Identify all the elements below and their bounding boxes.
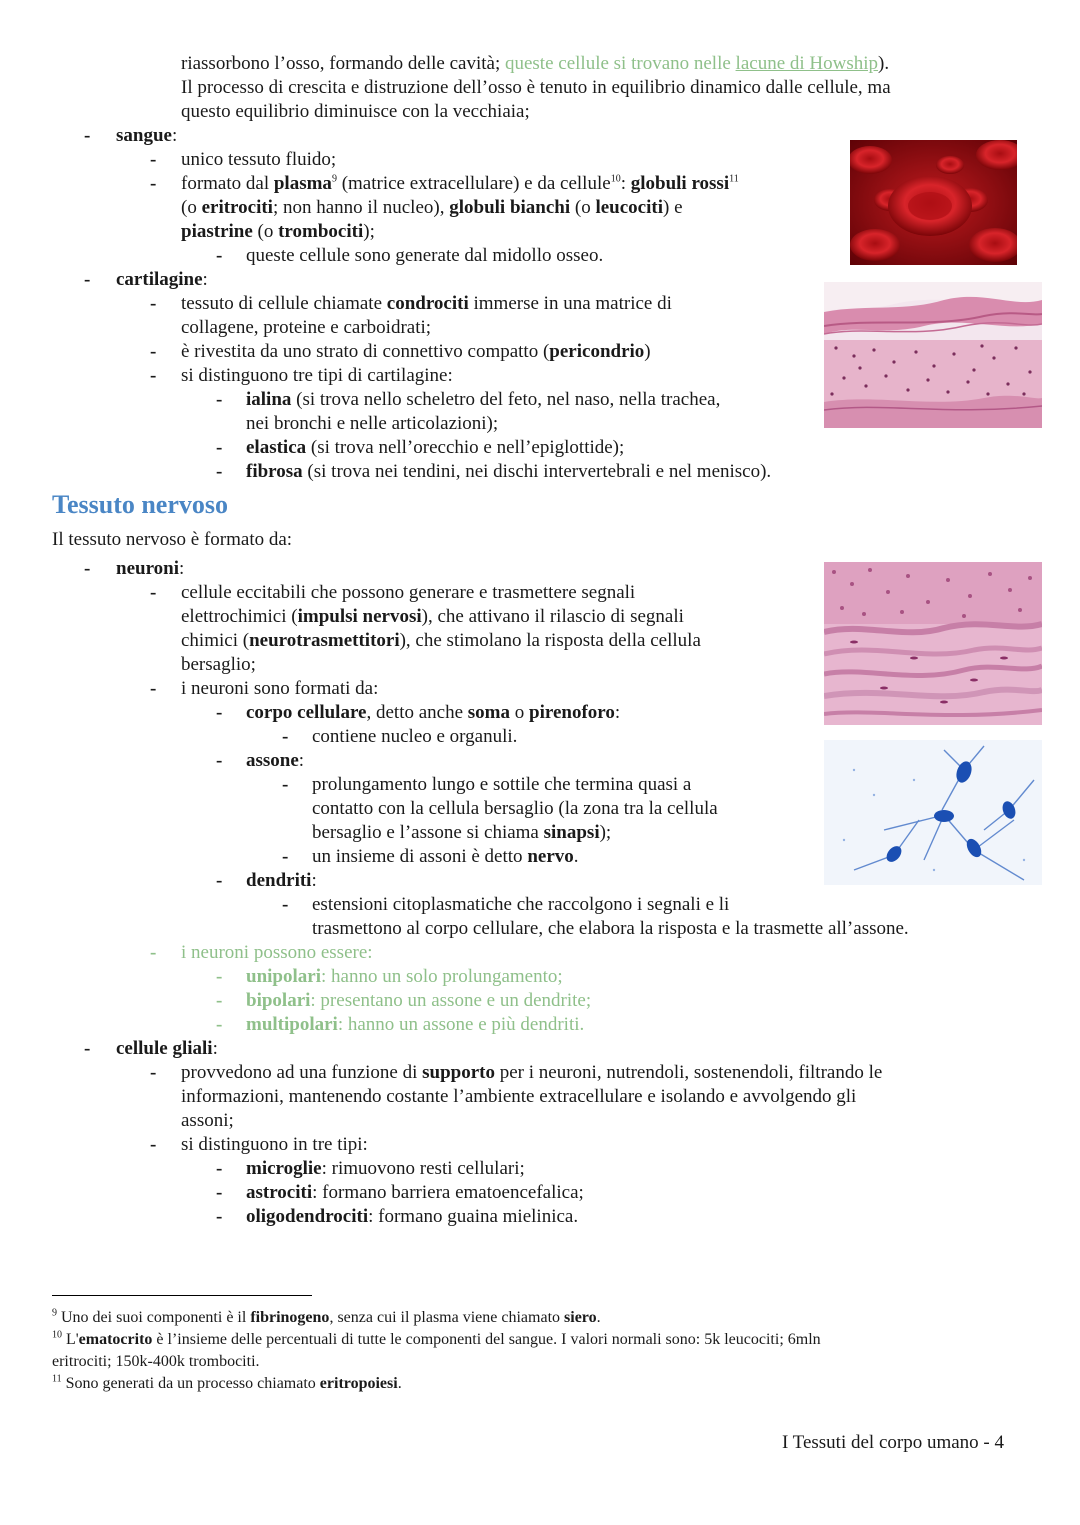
page-footer: I Tessuti del corpo umano - 4 — [781, 1432, 1004, 1453]
corpo-cellulare-item: corpo cellulare, detto anche soma o pirenoforo: — [246, 702, 621, 723]
bone-paragraph-line3: questo equilibrio diminuisce con la vecchiaia; — [181, 101, 530, 122]
bone-paragraph-line1: riassorbono l’osso, formando delle cavità; queste cellule si trovano nelle lacune di Howship). — [181, 53, 890, 74]
cartilagine-item1-line2: collagene, proteine e carboidrati; — [181, 317, 432, 338]
sangue-item2-line2: (o eritrociti; non hanno il nucleo), globuli bianchi (o leucociti) e — [181, 197, 683, 218]
bullet-dash: - — [150, 293, 157, 314]
neuroni-title: neuroni: — [116, 558, 185, 579]
oligodendrociti-item: oligodendrociti: formano guaina mielinica. — [246, 1206, 579, 1227]
red-blood-cells-photo — [850, 140, 1017, 265]
elastica-item: elastica (si trova nell’orecchio e nell’epiglottide); — [246, 437, 625, 458]
nerve-tissue-histology-photo — [824, 562, 1042, 725]
cartilagine-item3: si distinguono tre tipi di cartilagine: — [181, 365, 453, 386]
sangue-item2-line1: formato dal plasma$^9$ (matrice extracellulare) e da cellule$^{10}$: globuli rossi$^{11}$ — [181, 173, 739, 194]
cartilage-histology-photo — [824, 282, 1042, 428]
astrociti-item: astrociti: formano barriera ematoencefalica; — [246, 1182, 584, 1203]
bullet-dash: - — [84, 558, 91, 579]
sangue-item2-line3: piastrine (o trombociti); — [181, 221, 375, 242]
bullet-dash: - — [216, 1158, 223, 1179]
microglie-item: microglie: rimuovono resti cellulari; — [246, 1158, 525, 1179]
bullet-dash: - — [216, 437, 223, 458]
gliali-item1-line2: informazioni, mantenendo costante l’ambiente extracellulare e isolando e avvolgendo gli — [181, 1086, 857, 1107]
multipolari-item: multipolari: hanno un assone e più dendriti. — [246, 1014, 585, 1035]
footnote-10-line2: eritrociti; 150k-400k trombociti. — [52, 1353, 260, 1370]
bullet-dash: - — [84, 1038, 91, 1059]
section-heading-tessuto-nervoso: Tessuto nervoso — [52, 490, 229, 519]
sangue-sub1: queste cellule sono generate dal midollo osseo. — [246, 245, 604, 266]
assone-title: assone: — [246, 750, 305, 771]
dendriti-title: dendriti: — [246, 870, 317, 891]
assone-sub1-line3: bersaglio e l’assone si chiama sinapsi); — [312, 822, 612, 843]
bullet-dash: - — [150, 173, 157, 194]
bullet-dash: - — [216, 389, 223, 410]
footnote-11: $^{11}$ Sono generati da un processo chiamato eritropoiesi. — [52, 1373, 402, 1392]
neuroni-item2: i neuroni sono formati da: — [181, 678, 379, 699]
cellule-gliali-title: cellule gliali: — [116, 1038, 218, 1059]
bullet-dash: - — [84, 269, 91, 290]
bullet-dash: - — [150, 678, 157, 699]
footnote-10-line1: $^{10}$ L'ematocrito è l’insieme delle percentuali di tutte le componenti del sangue. I valori normali sono: 5k leucociti; 6mln — [52, 1329, 821, 1348]
nervoso-intro: Il tessuto nervoso è formato da: — [52, 529, 293, 550]
bullet-dash: - — [282, 774, 289, 795]
bullet-dash: - — [216, 245, 223, 266]
dendriti-sub1-line2: trasmettono al corpo cellulare, che elabora la risposta e la trasmette all’assone. — [312, 918, 909, 939]
assone-sub2: un insieme di assoni è detto nervo. — [312, 846, 579, 867]
bullet-dash: - — [216, 461, 223, 482]
bone-paragraph-line2: Il processo di crescita e distruzione dell’osso è tenuto in equilibrio dinamico dalle cellule, ma — [181, 77, 891, 98]
bullet-dash: - — [282, 726, 289, 747]
neuroni-item1-line2: elettrochimici (impulsi nervosi), che attivano il rilascio di segnali — [181, 606, 684, 627]
assone-sub1-line1: prolungamento lungo e sottile che termina quasi a — [312, 774, 692, 795]
howship-link[interactable]: lacune di Howship — [735, 53, 879, 74]
bullet-dash: - — [150, 149, 157, 170]
bullet-dash: - — [216, 1182, 223, 1203]
sangue-title: sangue: — [116, 125, 178, 146]
bullet-dash: - — [150, 1062, 157, 1083]
gliali-item1-line1: provvedono ad una funzione di supporto per i neuroni, nutrendoli, sostenendoli, filtrando le — [181, 1062, 883, 1083]
bullet-dash: - — [216, 870, 223, 891]
bullet-dash: - — [150, 365, 157, 386]
cartilagine-item1-line1: tessuto di cellule chiamate condrociti immerse in una matrice di — [181, 293, 672, 314]
gliali-item1-line3: assoni; — [181, 1110, 234, 1131]
neuroni-item1-line4: bersaglio; — [181, 654, 256, 675]
bipolari-item: bipolari: presentano un assone e un dendrite; — [246, 990, 592, 1011]
bullet-dash: - — [84, 125, 91, 146]
ialina-line2: nei bronchi e nelle articolazioni); — [246, 413, 499, 434]
bullet-dash: - — [216, 1014, 223, 1035]
bullet-dash: - — [216, 750, 223, 771]
dendriti-sub1-line1: estensioni citoplasmatiche che raccolgono i segnali e li — [312, 894, 730, 915]
bullet-dash: - — [216, 966, 223, 987]
neuroni-item1-line1: cellule eccitabili che possono generare e trasmettere segnali — [181, 582, 636, 603]
bullet-dash: - — [216, 990, 223, 1011]
bullet-dash: - — [216, 1206, 223, 1227]
unipolari-item: unipolari: hanno un solo prolungamento; — [246, 966, 563, 987]
stained-neurons-photo — [824, 740, 1042, 885]
neuroni-tipi: i neuroni possono essere: — [181, 942, 373, 963]
neuroni-item1-line3: chimici (neurotrasmettitori), che stimolano la risposta della cellula — [181, 630, 701, 651]
cartilagine-title: cartilagine: — [116, 269, 208, 290]
bullet-dash: - — [150, 942, 157, 963]
sangue-item1: unico tessuto fluido; — [181, 149, 337, 170]
bullet-dash: - — [150, 1134, 157, 1155]
gliali-item2: si distinguono in tre tipi: — [181, 1134, 368, 1155]
assone-sub1-line2: contatto con la cellula bersaglio (la zona tra la cellula — [312, 798, 718, 819]
fibrosa-item: fibrosa (si trova nei tendini, nei dischi intervertebrali e nel menisco). — [246, 461, 772, 482]
bullet-dash: - — [150, 341, 157, 362]
bullet-dash: - — [216, 702, 223, 723]
bullet-dash: - — [282, 846, 289, 867]
ialina-line1: ialina (si trova nello scheletro del feto, nel naso, nella trachea, — [246, 389, 721, 410]
corpo-sub: contiene nucleo e organuli. — [312, 726, 518, 747]
footnote-9: $^9$ Uno dei suoi componenti è il fibrinogeno, senza cui il plasma viene chiamato siero. — [52, 1307, 601, 1326]
cartilagine-item2: è rivestita da uno strato di connettivo compatto (pericondrio) — [181, 341, 651, 362]
footnote-separator — [52, 1295, 312, 1296]
bullet-dash: - — [282, 894, 289, 915]
bullet-dash: - — [150, 582, 157, 603]
